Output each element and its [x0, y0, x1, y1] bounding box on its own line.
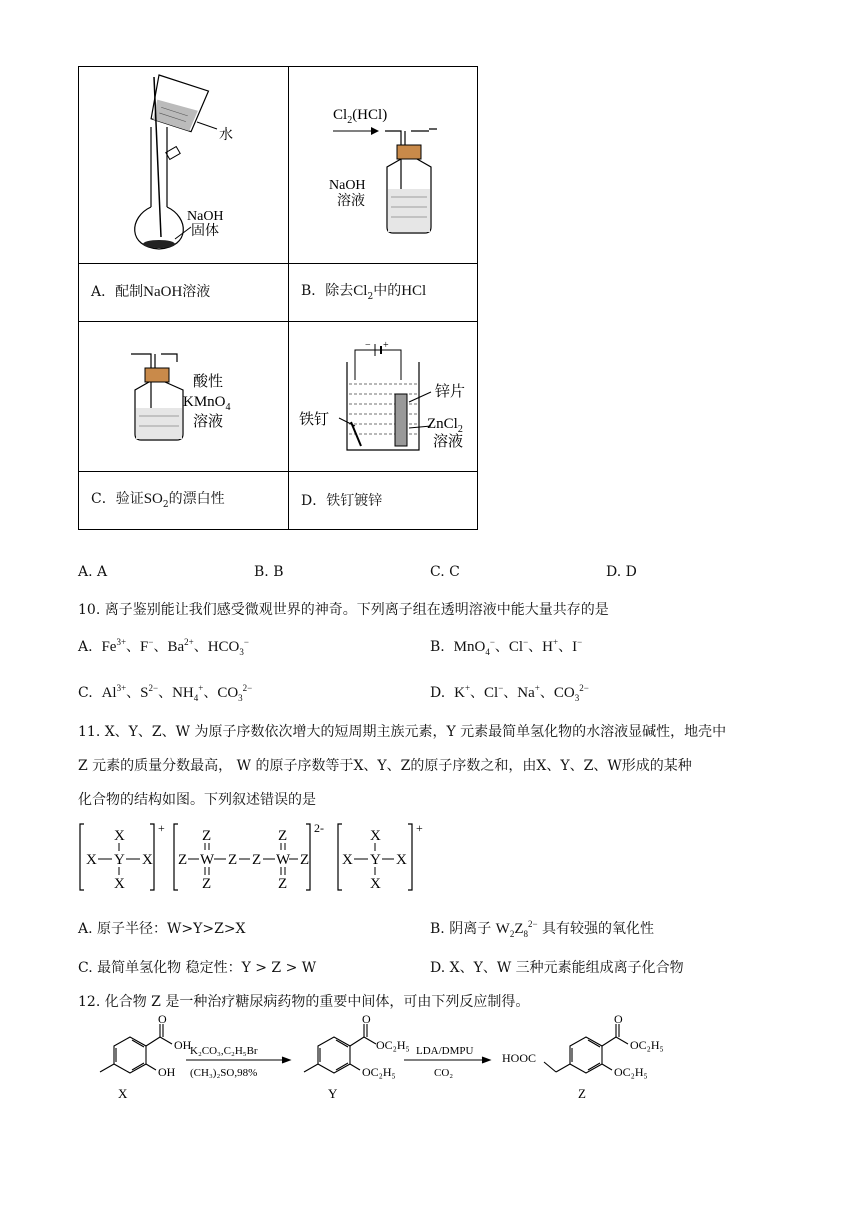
svg-text:X: X [396, 852, 407, 868]
svg-text:(CH₃)₂SO,98%: (CH₃)₂SO,98% [190, 1067, 258, 1079]
svg-text:X: X [370, 828, 381, 844]
svg-text:X: X [118, 1086, 128, 1101]
q11-structure-figure [78, 818, 438, 898]
svg-text:+: + [383, 340, 389, 351]
q9-option-b: B. B [254, 564, 284, 580]
svg-text:Z: Z [300, 852, 310, 868]
svg-text:X: X [114, 876, 125, 892]
svg-text:Cl2(HCl): $Cl_2(HCl)$ [333, 107, 388, 126]
volumetric-flask-figure [79, 67, 288, 259]
q11-option-b: B. 阴离子 $W_2Z_8^{2-}$ 具有较强的氧化性 [430, 919, 655, 939]
svg-text:OH: OH [174, 1038, 192, 1052]
svg-text:W: W [200, 852, 215, 868]
label-water: 水 [219, 128, 233, 143]
svg-text:+: + [158, 821, 165, 835]
cell-d-figure [289, 322, 478, 472]
svg-text:−: − [365, 340, 371, 351]
svg-text:Z: Z [228, 852, 238, 868]
svg-text:Z: Z [278, 876, 288, 892]
q9-option-c: C. C [430, 564, 460, 580]
q10-stem: 10. 离子鉴别能让我们感受微观世界的神奇。下列离子组在透明溶液中能大量共存的是 [78, 602, 609, 618]
q10-option-b: B. MnO$_4$−、Cl−、H+、I− [430, 637, 583, 657]
svg-text:溶液: 溶液 [433, 434, 464, 450]
svg-text:CO₂: CO₂ [434, 1067, 454, 1079]
svg-text:Z: Z [202, 876, 212, 892]
cell-c-caption: C．验证$SO_2$的漂白性 [79, 472, 289, 530]
kmno4-bottle-figure [79, 322, 288, 467]
q11-option-d: D. X、Y、W 三种元素能组成离子化合物 [430, 960, 684, 976]
svg-text:LDA/DMPU: LDA/DMPU [416, 1045, 474, 1057]
svg-text:Z: Z [202, 828, 212, 844]
svg-text:NaOH: NaOH [329, 178, 366, 193]
svg-text:X: X [114, 828, 125, 844]
svg-text:Z: Z [252, 852, 262, 868]
svg-text:ZnCl2: ZnCl$_2$ [427, 416, 463, 435]
q12-reaction-scheme [78, 1012, 698, 1104]
svg-text:Y: Y [328, 1086, 338, 1101]
svg-text:X: X [142, 852, 153, 868]
q11-line-3: 化合物的结构如图。下列叙述错误的是 [78, 792, 316, 808]
svg-text:Z: Z [178, 852, 188, 868]
svg-text:X: X [342, 852, 353, 868]
svg-text:OH: OH [158, 1065, 176, 1079]
q11-option-c: C. 最简单氢化物 稳定性：Y > Z > W [78, 960, 317, 976]
svg-text:2-: 2- [314, 821, 324, 835]
svg-text:O: O [158, 1012, 167, 1026]
cell-b-figure [289, 67, 478, 264]
svg-text:铁钉: 铁钉 [299, 412, 330, 428]
svg-text:O: O [362, 1012, 371, 1026]
apparatus-table [78, 66, 478, 530]
q11-line-2: Z 元素的质量分数最高， W 的原子序数等于X、Y、Z的原子序数之和，由X、Y、Z、W形成的某种 [78, 758, 692, 774]
svg-text:W: W [276, 852, 291, 868]
svg-text:OC₂H₅: OC₂H₅ [376, 1038, 410, 1052]
cell-a-figure [79, 67, 289, 264]
svg-text:OC₂H₅: OC₂H₅ [362, 1065, 396, 1079]
q10-option-c: C. $Al^{3+}$、$S^{2-}$、$NH_4^+$、$CO_3^{2-}$ [78, 683, 253, 703]
svg-text:K₂CO₃,C₂H₅Br: K₂CO₃,C₂H₅Br [190, 1045, 258, 1057]
svg-text:固体: 固体 [191, 224, 219, 239]
q12-stem: 12. 化合物 Z 是一种治疗糖尿病药物的重要中间体，可由下列反应制得。 [78, 994, 530, 1010]
cell-b-caption: B．除去$Cl_2$中的HCl [289, 264, 478, 322]
cell-d-caption: D．铁钉镀锌 [289, 472, 478, 530]
svg-text:X: X [370, 876, 381, 892]
svg-text:OC₂H₅: OC₂H₅ [630, 1038, 664, 1052]
q11-option-a: A. 原子半径：W>Y>Z>X [78, 921, 246, 937]
q11-line-1: 11. X、Y、Z、W 为原子序数依次增大的短周期主族元素，Y 元素最简单氢化物的水溶液显碱性，地壳中 [78, 724, 727, 740]
svg-text:Z: Z [278, 828, 288, 844]
svg-text:OC₂H₅: OC₂H₅ [614, 1065, 648, 1079]
electroplating-figure [289, 322, 477, 467]
svg-text:X: X [86, 852, 97, 868]
svg-text:Y: Y [114, 852, 125, 868]
svg-text:KMnO4: KMnO$_4$ [183, 394, 231, 413]
q10-option-a: A. $Fe^{3+}$、F−、$Ba^{2+}$、$HCO_3^-$ [78, 637, 249, 657]
svg-text:Z: Z [578, 1086, 586, 1101]
svg-text:溶液: 溶液 [193, 414, 224, 430]
svg-text:锌片: 锌片 [435, 384, 466, 400]
svg-text:溶液: 溶液 [337, 194, 365, 209]
gas-washing-bottle-figure [289, 67, 477, 259]
svg-text:NaOH: NaOH [187, 209, 224, 224]
svg-text:酸性: 酸性 [193, 374, 224, 390]
svg-text:HOOC: HOOC [502, 1051, 537, 1065]
q9-option-d: D. D [606, 564, 637, 580]
cell-a-caption: A．配制NaOH溶液 [79, 264, 289, 322]
svg-text:+: + [416, 821, 423, 835]
q9-option-a: A. A [78, 564, 108, 580]
q10-option-d: D. K+、Cl−、Na+、$CO_3^{2-}$ [430, 683, 589, 703]
svg-text:O: O [614, 1012, 623, 1026]
svg-text:Y: Y [370, 852, 381, 868]
cell-c-figure [79, 322, 289, 472]
